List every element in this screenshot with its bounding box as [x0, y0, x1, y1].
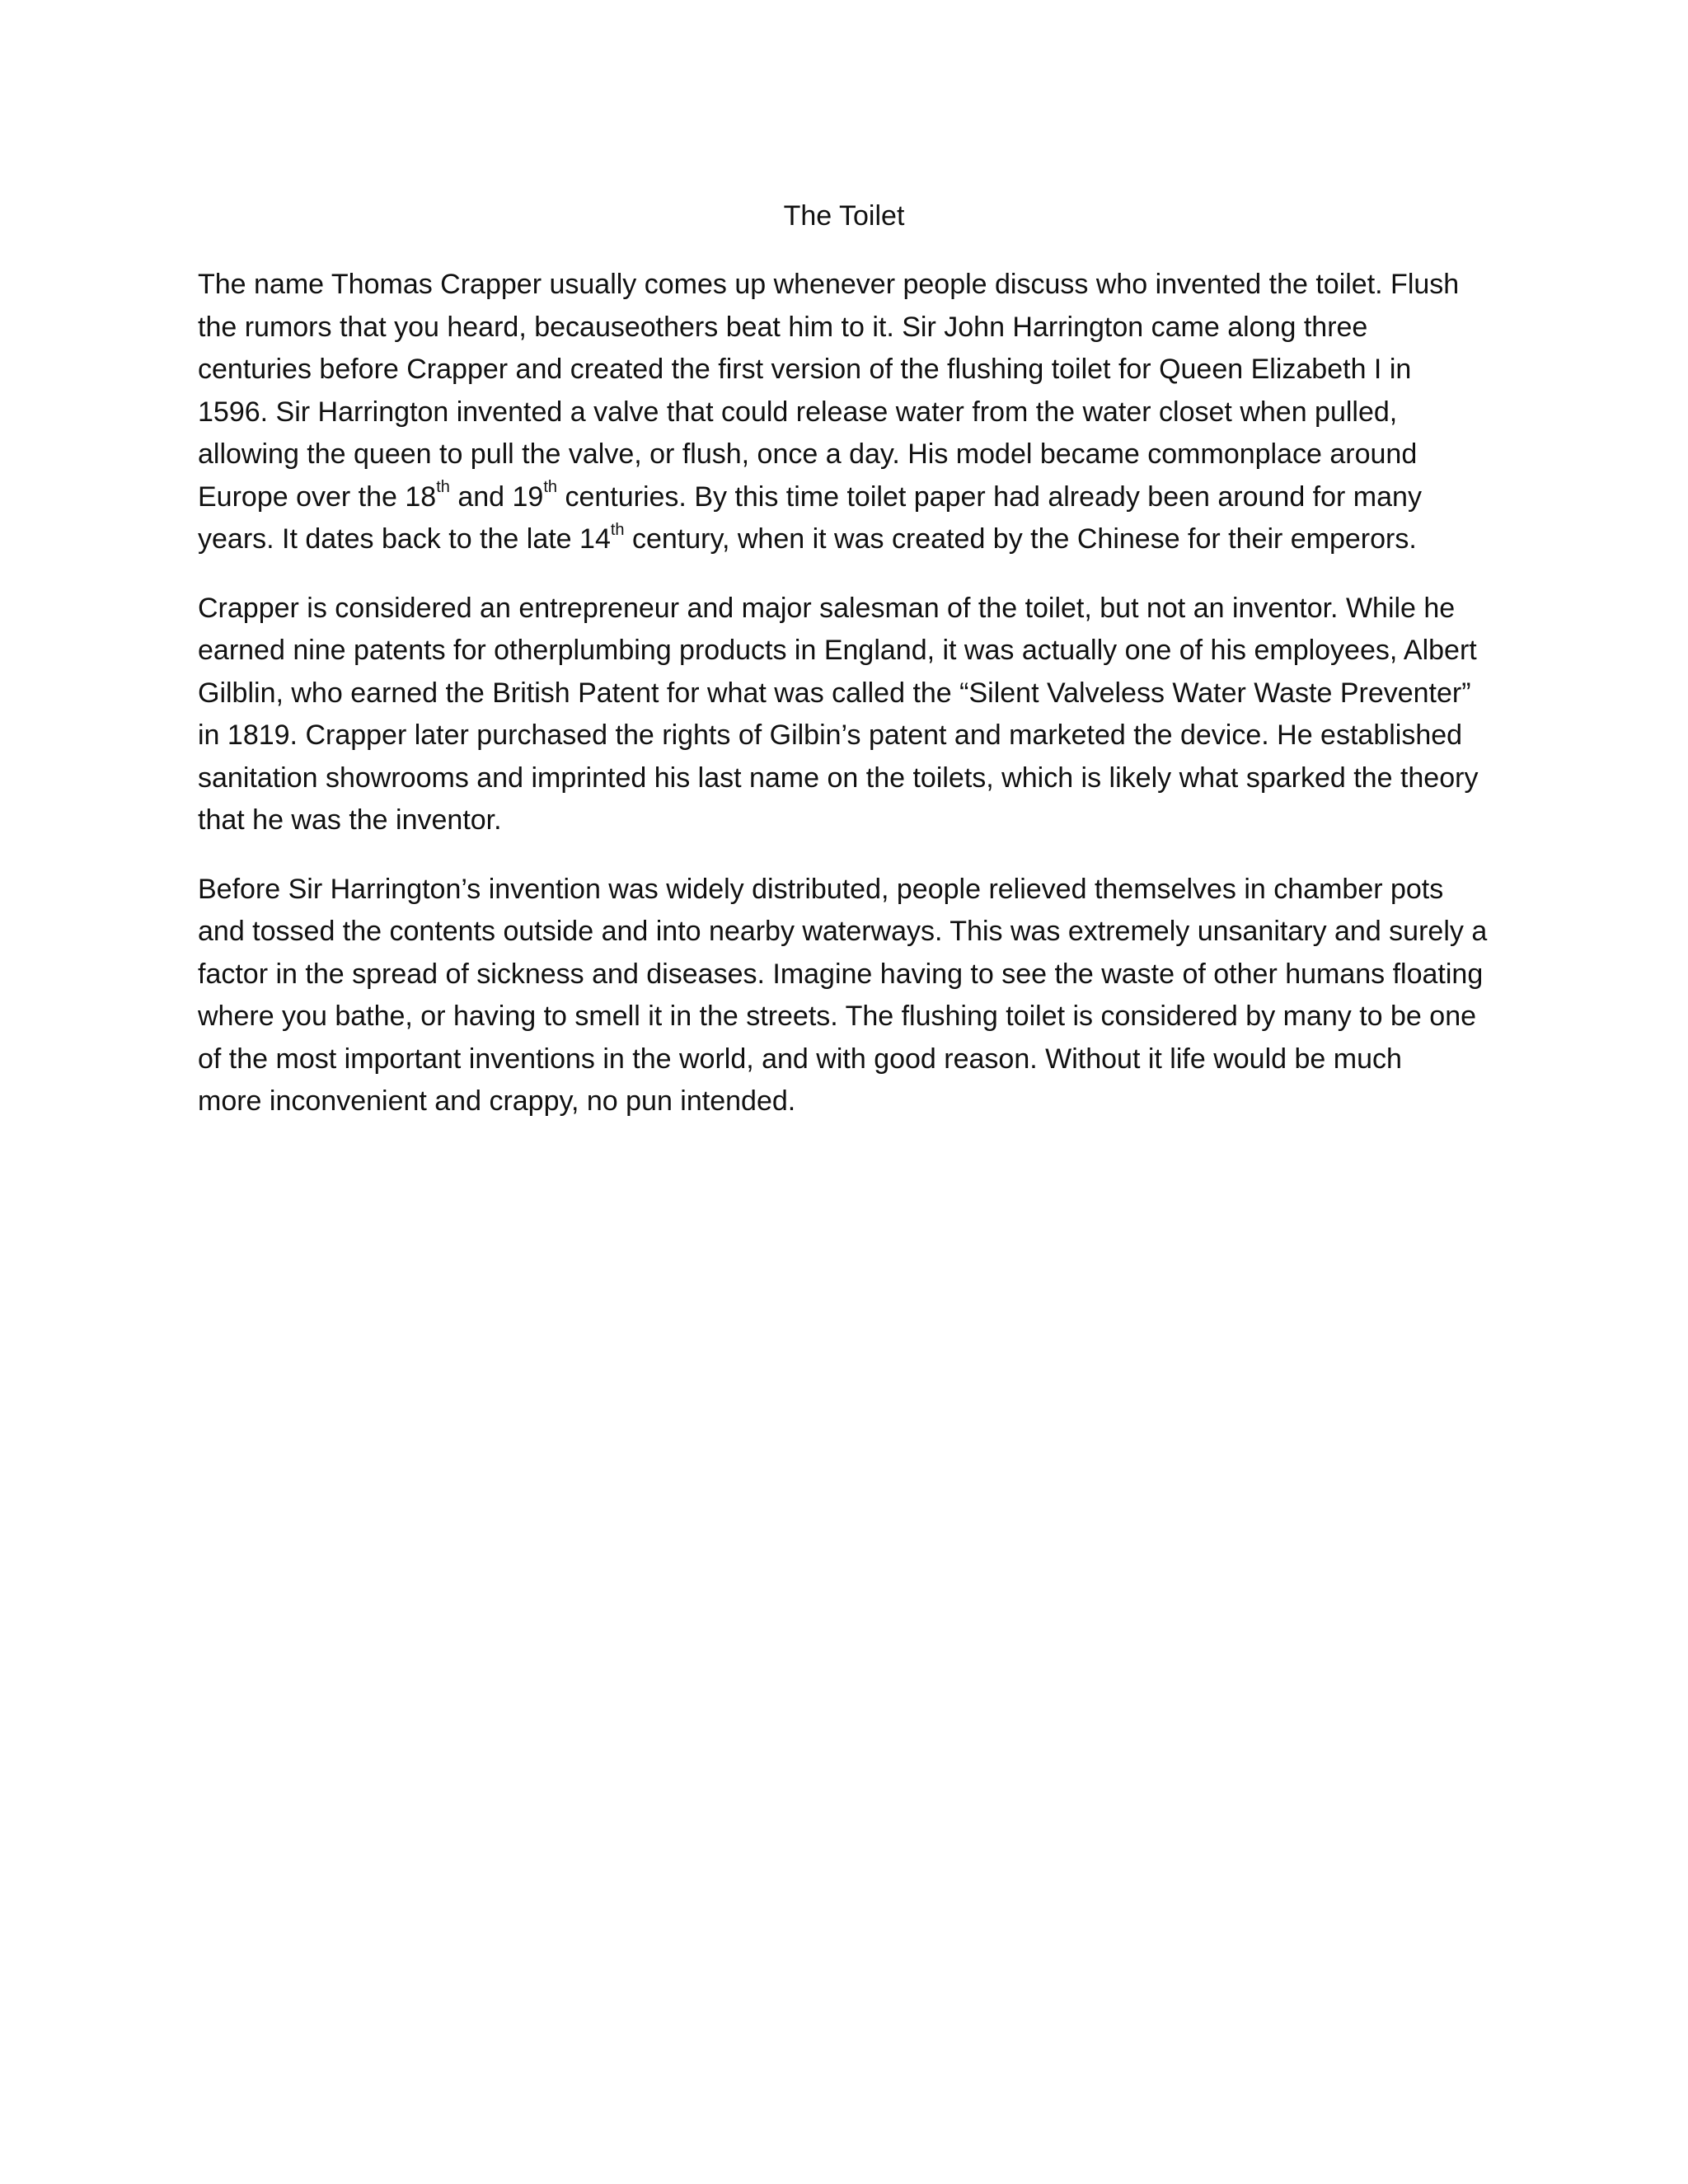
text-line: that he was the inventor. — [198, 804, 502, 836]
paragraph-2 — [198, 588, 1500, 842]
text-line: Before Sir Harrington’s invention was widely distributed, people relieved themselves in chamber pots — [198, 873, 1444, 905]
text-line-with-superscripts — [198, 476, 1500, 519]
text-line: The name Thomas Crapper usually comes up whenever people discuss who invented the toilet. Flush — [198, 269, 1460, 300]
text-line: 1596. Sir Harrington invented a valve that could release water from the water closet when pulled, — [198, 396, 1398, 428]
text-line: where you bathe, or having to smell it in the streets. The flushing toilet is considered by many to be one — [198, 1001, 1477, 1032]
text-line: sanitation showrooms and imprinted his last name on the toilets, which is likely what sparked the theory — [198, 762, 1479, 794]
text-segment: century, when it was created by the Chinese for their emperors. — [624, 523, 1417, 555]
text-line: and tossed the contents outside and into nearby waterways. This was extremely unsanitary and surely a — [198, 916, 1488, 947]
text-line: of the most important inventions in the world, and with good reason. Without it life would be much — [198, 1043, 1402, 1075]
text-line-with-superscripts — [198, 518, 1500, 561]
superscript-ordinal: th — [543, 478, 558, 497]
text-segment: and 19 — [449, 480, 544, 513]
document-body — [198, 264, 1500, 1150]
text-segment: years. It dates back to the late 14 — [198, 523, 611, 555]
paragraph-1 — [198, 264, 1500, 561]
text-line: earned nine patents for otherplumbing products in England, it was actually one of his employees, Albert — [198, 635, 1477, 666]
superscript-ordinal: th — [610, 520, 625, 539]
superscript-ordinal: th — [436, 478, 450, 497]
text-line: factor in the spread of sickness and diseases. Imagine having to see the waste of other humans floating — [198, 958, 1484, 990]
document-title: The Toilet — [783, 200, 905, 232]
paragraph-3 — [198, 869, 1500, 1123]
text-line: more inconvenient and crappy, no pun intended. — [198, 1085, 796, 1117]
text-line: the rumors that you heard, becauseothers beat him to it. Sir John Harrington came along three — [198, 311, 1368, 343]
text-line: in 1819. Crapper later purchased the rights of Gilbin’s patent and marketed the device. He established — [198, 719, 1463, 751]
text-line: allowing the queen to pull the valve, or flush, once a day. His model became commonplace around — [198, 438, 1418, 470]
text-line: Gilblin, who earned the British Patent for what was called the “Silent Valveless Water Waste Preventer” — [198, 677, 1471, 709]
text-line: Crapper is considered an entrepreneur and major salesman of the toilet, but not an inventor. While he — [198, 592, 1456, 624]
text-segment: centuries. By this time toilet paper had already been around for many — [557, 480, 1422, 513]
text-line: centuries before Crapper and created the first version of the flushing toilet for Queen Elizabeth I in — [198, 354, 1412, 385]
text-segment: Europe over the 18 — [198, 480, 437, 513]
